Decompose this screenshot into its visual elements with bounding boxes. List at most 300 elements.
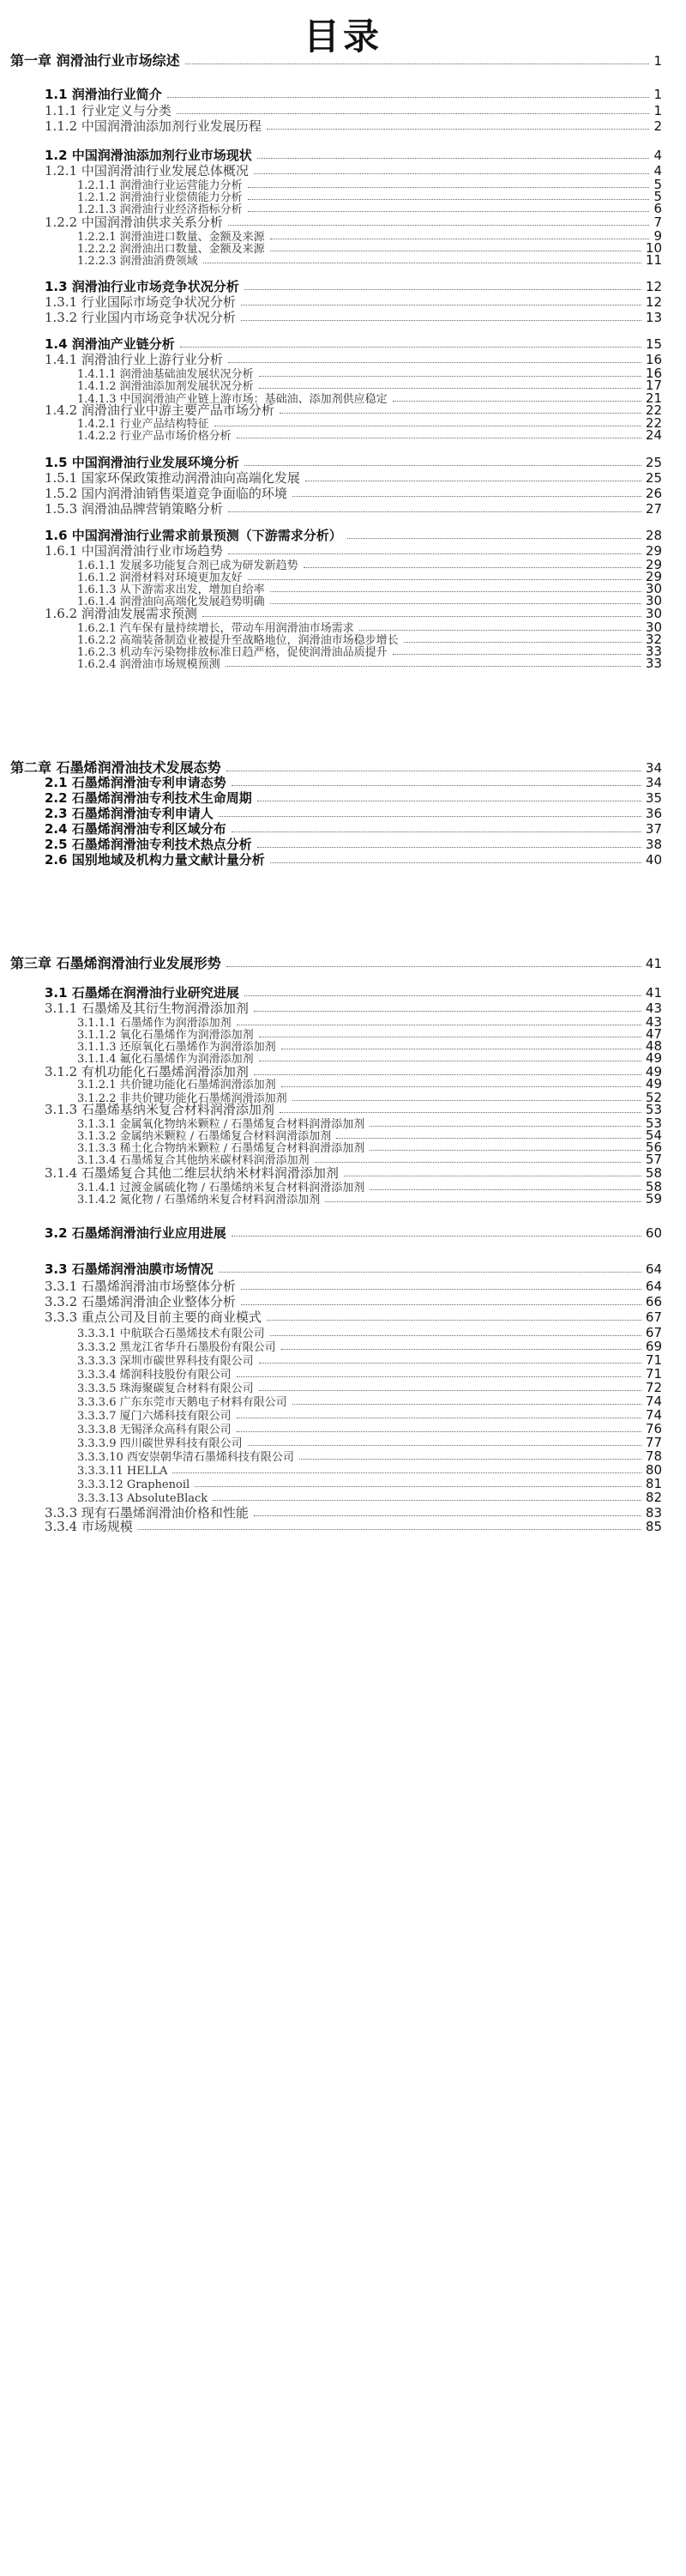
toc-page-number: 30: [645, 581, 662, 596]
dot-leader: [267, 129, 650, 130]
toc-subsubsection-entry[interactable]: [77, 1117, 662, 1130]
toc-subsubsection-entry[interactable]: [77, 1141, 662, 1154]
toc-entry-title: 3.3.3.9 四川碳世界科技有限公司: [77, 1437, 243, 1450]
dot-leader: [195, 1486, 641, 1487]
toc-subsubsection-entry[interactable]: [77, 379, 662, 392]
toc-page-number: 81: [645, 1476, 662, 1491]
toc-entry-title: 3.1.4.2 氮化物 / 石墨烯纳米复合材料润滑添加剂: [77, 1194, 321, 1206]
toc-subsubsection-entry[interactable]: [77, 1395, 662, 1408]
toc-subsubsection-entry[interactable]: [77, 1464, 662, 1477]
toc-subsection-entry[interactable]: [45, 472, 662, 485]
toc-page-number: 67: [645, 1325, 662, 1340]
toc-page-number: 22: [645, 415, 662, 431]
toc-page-number: 30: [645, 593, 662, 608]
dot-leader: [185, 63, 650, 64]
toc-page-number: 12: [645, 279, 662, 294]
toc-subsubsection-entry[interactable]: [77, 1409, 662, 1422]
toc-page-number: 30: [645, 620, 662, 635]
toc-chapter-entry[interactable]: [10, 54, 662, 68]
toc-subsubsection-entry[interactable]: [77, 1040, 662, 1053]
toc-page-number: 35: [645, 790, 662, 806]
toc-page-number: 1: [653, 87, 662, 102]
toc-page-number: 64: [645, 1261, 662, 1277]
toc-subsubsection-entry[interactable]: [77, 559, 662, 571]
dot-leader: [281, 1349, 641, 1350]
toc-entry-title: 3.3.3.4 烯润科技股份有限公司: [77, 1369, 232, 1382]
dot-leader: [228, 511, 641, 512]
toc-entry-title: 1.6.2.3 机动车污染物排放标准日趋严格，促使润滑油品质提升: [77, 646, 388, 659]
toc-page-number: 29: [645, 569, 662, 584]
toc-subsubsection-entry[interactable]: [77, 417, 662, 430]
dot-leader: [228, 553, 641, 554]
toc-entry-title: 1.1.2 中国润滑油添加剂行业发展历程: [45, 118, 262, 134]
dot-leader: [219, 1272, 641, 1273]
toc-entry-title: 3.3.3.6 广东东莞市天鹅电子材料有限公司: [77, 1396, 287, 1409]
dot-leader: [180, 347, 641, 348]
toc-entry-title: 1.6.2.4 润滑油市场规模预测: [77, 658, 220, 671]
toc-page-number: 22: [645, 402, 662, 418]
toc-entry-title: 2.6 国别地域及机构力量文献计量分析: [45, 852, 265, 868]
toc-entry-title: 3.3.3.7 厦门六烯科技有限公司: [77, 1410, 232, 1423]
toc-page-number: 33: [645, 656, 662, 671]
toc-page-number: 49: [645, 1064, 662, 1079]
toc-page-number: 30: [645, 606, 662, 621]
toc-subsubsection-entry[interactable]: [77, 242, 662, 255]
toc-page-number: 72: [645, 1380, 662, 1395]
dot-leader: [336, 1138, 641, 1139]
toc-entry-title: 1.3.1 行业国际市场竞争状况分析: [45, 294, 236, 310]
dot-leader: [259, 376, 641, 377]
toc-entry-title: 1.3.2 行业国内市场竞争状况分析: [45, 310, 236, 325]
toc-subsubsection-entry[interactable]: [77, 230, 662, 243]
dot-leader: [292, 1100, 641, 1101]
toc-page-number: 4: [653, 148, 662, 163]
toc-entry-title: 3.1.1.3 还原氧化石墨烯作为润滑添加剂: [77, 1041, 276, 1054]
toc-page-number: 71: [645, 1352, 662, 1368]
toc-chapter-entry[interactable]: [10, 957, 662, 971]
toc-entry-title: 3.3.3 重点公司及目前主要的商业模式: [45, 1309, 262, 1325]
toc-entry-title: 3.1.1.1 石墨烯作为润滑添加剂: [77, 1017, 232, 1030]
toc-section-entry[interactable]: [45, 457, 662, 469]
dot-leader: [270, 862, 641, 863]
dot-leader: [325, 1201, 641, 1202]
dot-leader: [393, 654, 641, 655]
toc-subsubsection-entry[interactable]: [77, 1153, 662, 1166]
toc-subsubsection-entry[interactable]: [77, 190, 662, 203]
toc-entry-title: 2.2 石墨烯润滑油专利技术生命周期: [45, 790, 252, 806]
toc-section-entry[interactable]: [45, 838, 662, 851]
toc-entry-title: 第一章 润滑油行业市场综述: [10, 52, 180, 69]
toc-page-number: 58: [645, 1179, 662, 1194]
toc-page-number: 76: [645, 1421, 662, 1436]
toc-page-number: 17: [645, 378, 662, 393]
dot-leader: [299, 1459, 641, 1460]
toc-entry-title: 3.3.3.2 黑龙江省华升石墨股份有限公司: [77, 1341, 276, 1354]
toc-subsubsection-entry[interactable]: [77, 571, 662, 584]
dot-leader: [347, 538, 641, 539]
toc-page-number: 43: [645, 1014, 662, 1030]
dot-leader: [254, 1011, 641, 1012]
dot-leader: [219, 816, 641, 817]
dot-leader: [292, 1404, 641, 1405]
toc-entry-title: 3.1.1.2 氧化石墨烯作为润滑添加剂: [77, 1029, 254, 1042]
dot-leader: [226, 966, 641, 967]
toc-page-number: 24: [645, 427, 662, 443]
dot-leader: [259, 1363, 641, 1364]
dot-leader: [404, 642, 641, 643]
toc-entry-title: 3.3 石墨烯润滑油膜市场情况: [45, 1261, 214, 1277]
toc-entry-title: 1.6.1 中国润滑油行业市场趋势: [45, 543, 223, 559]
toc-entry-title: 1.6.2.1 汽车保有量持续增长，带动车用润滑油市场需求: [77, 622, 354, 635]
toc-page-number: 7: [653, 215, 662, 230]
dot-leader: [232, 785, 641, 786]
toc-page-number: 34: [645, 760, 662, 776]
toc-entry-title: 3.2 石墨烯润滑油行业应用进展: [45, 1225, 226, 1241]
toc-entry-title: 1.4.2 润滑油行业中游主要产品市场分析: [45, 402, 274, 418]
toc-entry-title: 1.2.2.2 润滑油出口数量、金额及来源: [77, 243, 265, 256]
dot-leader: [237, 1431, 641, 1432]
toc-page-number: 41: [645, 956, 662, 971]
dot-leader: [304, 567, 641, 568]
dot-leader: [370, 1126, 641, 1127]
toc-page-number: 74: [645, 1407, 662, 1423]
toc-subsection-entry[interactable]: [45, 1104, 662, 1116]
toc-subsection-entry[interactable]: [45, 165, 662, 178]
toc-page-number: 52: [645, 1090, 662, 1105]
toc-section-entry[interactable]: [45, 823, 662, 836]
toc-page-number: 5: [653, 189, 662, 204]
toc-entry-title: 3.1.4.1 过渡金属硫化物 / 石墨烯纳米复合材料润滑添加剂: [77, 1182, 365, 1194]
toc-section-entry[interactable]: [45, 1227, 662, 1240]
dot-leader: [167, 97, 650, 98]
dot-leader: [248, 199, 650, 200]
dot-leader: [226, 666, 641, 667]
toc-subsubsection-entry[interactable]: [77, 1491, 662, 1504]
toc-section-entry[interactable]: [45, 529, 662, 542]
toc-subsubsection-entry[interactable]: [77, 1078, 662, 1091]
toc-subsubsection-entry[interactable]: [77, 1478, 662, 1491]
dot-leader: [138, 1529, 641, 1530]
toc-entry-title: 3.1.3.2 金属纳米颗粒 / 石墨烯复合材料润滑添加剂: [77, 1130, 332, 1143]
toc-page-number: 53: [645, 1102, 662, 1117]
toc-chapter-entry[interactable]: [10, 761, 662, 775]
toc-page-number: 83: [645, 1505, 662, 1521]
toc-entry-title: 1.2.1 中国润滑油行业发展总体概况: [45, 163, 249, 178]
toc-subsubsection-entry[interactable]: [77, 254, 662, 267]
toc-entry-title: 1.6.1.3 从下游需求出发，增加自给率: [77, 584, 265, 596]
toc-entry-title: 1.6.1.1 发展多功能复合剂已成为研发新趋势: [77, 559, 298, 572]
toc-page-number: 71: [645, 1366, 662, 1382]
toc-page-number: 26: [645, 486, 662, 501]
toc-subsection-entry[interactable]: [45, 1002, 662, 1015]
toc-subsection-entry[interactable]: [45, 545, 662, 558]
toc-section-entry[interactable]: [45, 987, 662, 1000]
toc-entry-title: 3.1 石墨烯在润滑油行业研究进展: [45, 985, 239, 1001]
dot-leader: [370, 1189, 641, 1190]
toc-subsubsection-entry[interactable]: [77, 1340, 662, 1353]
toc-subsection-entry[interactable]: [45, 1521, 662, 1533]
toc-page-number: 33: [645, 644, 662, 659]
toc-page-number: 25: [645, 470, 662, 486]
toc-page-number: 43: [645, 1001, 662, 1016]
toc-entry-title: 3.3.2 石墨烯润滑油企业整体分析: [45, 1294, 236, 1309]
dot-leader: [244, 995, 641, 996]
toc-entry-title: 1.4.1.1 润滑油基础油发展状况分析: [77, 368, 254, 381]
toc-entry-title: 1.6.1.2 润滑材料对环境更加友好: [77, 571, 243, 584]
dot-leader: [292, 496, 641, 497]
toc-entry-title: 1.2.2.3 润滑油消费领域: [77, 255, 198, 268]
toc-page-number: 85: [645, 1519, 662, 1534]
toc-page-number: 29: [645, 557, 662, 572]
dot-leader: [257, 847, 641, 848]
toc-entry-title: 1.1 润滑油行业简介: [45, 87, 162, 102]
toc-page-number: 21: [645, 390, 662, 406]
toc-page-number: 48: [645, 1038, 662, 1054]
toc-page-number: 67: [645, 1309, 662, 1325]
dot-leader: [359, 630, 641, 631]
toc-subsection-entry[interactable]: [45, 354, 662, 366]
toc-entry-title: 3.3.3.12 Graphenoil: [77, 1478, 190, 1491]
toc-page-number: 6: [653, 201, 662, 216]
toc-page-number: 25: [645, 455, 662, 470]
toc-entry-title: 3.1.3.3 稀土化合物纳米颗粒 / 石墨烯复合材料润滑添加剂: [77, 1142, 365, 1155]
toc-entry-title: 1.5.2 国内润滑油销售渠道竞争面临的环境: [45, 486, 287, 501]
toc-entry-title: 1.6.2.2 高端装备制造业被提升至战略地位，润滑油市场稳步增长: [77, 634, 399, 647]
toc-section-entry[interactable]: [45, 792, 662, 805]
dot-leader: [228, 225, 650, 226]
toc-subsubsection-entry[interactable]: [77, 1423, 662, 1436]
toc-section-entry[interactable]: [45, 88, 662, 101]
toc-page-number: 15: [645, 336, 662, 352]
toc-page-number: 12: [645, 294, 662, 310]
toc-page-number: 69: [645, 1339, 662, 1354]
toc-subsection-entry[interactable]: [45, 487, 662, 500]
toc-section-entry[interactable]: [45, 1263, 662, 1276]
toc-subsubsection-entry[interactable]: [77, 1382, 662, 1394]
dot-leader: [232, 831, 641, 832]
toc-page-number: 5: [653, 177, 662, 192]
toc-subsubsection-entry[interactable]: [77, 1129, 662, 1142]
toc-entry-title: 2.3 石墨烯润滑油专利申请人: [45, 806, 214, 821]
dot-leader: [267, 1320, 641, 1321]
toc-entry-title: 1.2.1.2 润滑油行业偿债能力分析: [77, 191, 243, 204]
toc-entry-title: 1.6 中国润滑油行业需求前景预测（下游需求分析）: [45, 528, 342, 543]
dot-leader: [241, 1304, 641, 1305]
toc-entry-title: 3.3.3.3 深圳市碳世界科技有限公司: [77, 1355, 254, 1368]
dot-leader: [370, 1150, 641, 1151]
toc-page-number: 2: [653, 118, 662, 134]
dot-leader: [254, 173, 650, 174]
dot-leader: [248, 1445, 641, 1446]
toc-entry-title: 1.1.1 行业定义与分类: [45, 103, 172, 118]
toc-entry-title: 1.5.3 润滑油品牌营销策略分析: [45, 501, 223, 517]
toc-subsubsection-entry[interactable]: [77, 1368, 662, 1381]
toc-subsection-entry[interactable]: [45, 1296, 662, 1309]
toc-entry-title: 1.4.1.3 中国润滑油产业链上游市场：基础油、添加剂供应稳定: [77, 393, 388, 406]
toc-entry-title: 第二章 石墨烯润滑油技术发展态势: [10, 759, 221, 776]
toc-subsubsection-entry[interactable]: [77, 1436, 662, 1449]
dot-leader: [241, 1289, 641, 1290]
toc-section-entry[interactable]: [45, 854, 662, 867]
toc-entry-title: 1.2.2.1 润滑油进口数量、金额及来源: [77, 231, 265, 244]
toc-subsection-entry[interactable]: [45, 1066, 662, 1079]
toc-subsubsection-entry[interactable]: [77, 203, 662, 215]
toc-page-number: 34: [645, 775, 662, 790]
toc-entry-title: 3.3.3.13 AbsoluteBlack: [77, 1492, 208, 1505]
toc-entry-title: 3.1.2 有机功能化石墨烯润滑添加剂: [45, 1064, 249, 1079]
toc-entry-title: 3.1.1.4 氟化石墨烯作为润滑添加剂: [77, 1053, 254, 1066]
toc-entry-title: 2.5 石墨烯润滑油专利技术热点分析: [45, 837, 252, 852]
toc-section-entry[interactable]: [45, 281, 662, 293]
toc-subsubsection-entry[interactable]: [77, 1016, 662, 1029]
toc-subsection-entry[interactable]: [45, 1311, 662, 1324]
dot-leader: [248, 187, 650, 188]
toc-page-number: 74: [645, 1394, 662, 1409]
toc-entry-title: 3.1.3 石墨烯基纳米复合材料润滑添加剂: [45, 1102, 274, 1117]
toc-page-number: 38: [645, 837, 662, 852]
toc-subsubsection-entry[interactable]: [77, 1354, 662, 1367]
toc-entry-title: 第三章 石墨烯润滑油行业发展形势: [10, 955, 221, 971]
dot-leader: [315, 1162, 641, 1163]
toc-entry-title: 1.3 润滑油行业市场竞争状况分析: [45, 279, 239, 294]
dot-leader: [213, 1500, 641, 1501]
toc-entry-title: 1.5 中国润滑油行业发展环境分析: [45, 455, 239, 470]
toc-subsection-entry[interactable]: [45, 1280, 662, 1293]
toc-page-number: 9: [653, 228, 662, 244]
toc-page-number: 1: [653, 103, 662, 118]
toc-entry-title: 3.3.3.10 西安崇朝华清石墨烯科技有限公司: [77, 1451, 294, 1464]
dot-leader: [237, 1376, 641, 1377]
toc-subsubsection-entry[interactable]: [77, 657, 662, 670]
dot-leader: [254, 1074, 641, 1075]
dot-leader: [254, 1515, 641, 1516]
toc-subsection-entry[interactable]: [45, 105, 662, 118]
page-title: 目录: [303, 15, 382, 57]
dot-leader: [172, 1472, 641, 1473]
toc-subsubsection-entry[interactable]: [77, 645, 662, 658]
toc-page-number: 59: [645, 1191, 662, 1206]
dot-leader: [280, 413, 641, 414]
toc-page-number: 29: [645, 543, 662, 559]
toc-section-entry[interactable]: [45, 338, 662, 351]
toc-section-entry[interactable]: [45, 807, 662, 820]
toc-section-entry[interactable]: [45, 777, 662, 789]
toc-entry-title: 1.4.1 润滑油行业上游行业分析: [45, 352, 223, 367]
toc-page-number: 4: [653, 163, 662, 178]
toc-subsection-entry[interactable]: [45, 311, 662, 324]
toc-page-number: 80: [645, 1462, 662, 1478]
toc-page-number: 16: [645, 366, 662, 381]
toc-page-number: 54: [645, 1128, 662, 1143]
toc-entry-title: 3.3.3.5 珠海聚碳复合材料有限公司: [77, 1382, 254, 1395]
toc-entry-title: 3.1.1 石墨烯及其衍生物润滑添加剂: [45, 1001, 249, 1016]
toc-page-number: 66: [645, 1294, 662, 1309]
toc-entry-title: 3.1.3.1 金属氧化物纳米颗粒 / 石墨烯复合材料润滑添加剂: [77, 1118, 365, 1131]
toc-page-number: 60: [645, 1225, 662, 1241]
dot-leader: [248, 211, 650, 212]
toc-entry-title: 3.1.2.2 非共价键功能化石墨烯润滑添加剂: [77, 1092, 287, 1105]
dot-leader: [270, 603, 641, 604]
toc-page-number: 28: [645, 528, 662, 543]
dot-leader: [244, 289, 641, 290]
toc-entry-title: 3.3.3.8 无锡泽众高科有限公司: [77, 1424, 232, 1436]
toc-subsubsection-entry[interactable]: [77, 633, 662, 646]
dot-leader: [259, 388, 641, 389]
dot-leader: [393, 401, 641, 402]
toc-page-number: 32: [645, 632, 662, 647]
toc-subsubsection-entry[interactable]: [77, 1327, 662, 1339]
toc-page-number: 27: [645, 501, 662, 517]
toc-page-number: 77: [645, 1435, 662, 1450]
toc-subsubsection-entry[interactable]: [77, 1450, 662, 1463]
toc-subsection-entry[interactable]: [45, 1167, 662, 1180]
toc-section-entry[interactable]: [45, 149, 662, 162]
toc-entry-title: 3.3.4 市场规模: [45, 1519, 133, 1534]
toc-subsection-entry[interactable]: [45, 503, 662, 516]
toc-subsubsection-entry[interactable]: [77, 429, 662, 442]
toc-page-number: 40: [645, 852, 662, 868]
dot-leader: [280, 1112, 641, 1113]
toc-page-number: 11: [645, 252, 662, 268]
toc-subsubsection-entry[interactable]: [77, 621, 662, 634]
toc-entry-title: 3.1.4 石墨烯复合其他二维层状纳米材料润滑添加剂: [45, 1165, 339, 1181]
toc-entry-title: 3.1.3.4 石墨烯复合其他纳米碳材料润滑添加剂: [77, 1154, 310, 1167]
toc-subsubsection-entry[interactable]: [77, 367, 662, 380]
toc-page-number: 13: [645, 310, 662, 325]
toc-subsubsection-entry[interactable]: [77, 1181, 662, 1194]
toc-page-number: 57: [645, 1152, 662, 1167]
toc-subsubsection-entry[interactable]: [77, 1052, 662, 1065]
toc-subsection-entry[interactable]: [45, 296, 662, 309]
toc-entry-title: 1.4.2.1 行业产品结构特征: [77, 418, 209, 431]
dot-leader: [270, 591, 641, 592]
toc-page-number: 49: [645, 1076, 662, 1091]
toc-page-number: 10: [645, 240, 662, 256]
toc-entry-title: 1.6.1.4 润滑油向高端化发展趋势明确: [77, 596, 265, 608]
toc-page-number: 56: [645, 1140, 662, 1155]
dot-leader: [232, 1236, 641, 1237]
toc-page-number: 64: [645, 1279, 662, 1294]
dot-leader: [228, 362, 641, 363]
toc-entry-title: 3.1.2.1 共价键功能化石墨烯润滑添加剂: [77, 1079, 276, 1091]
toc-entry-title: 3.3.3.1 中航联合石墨烯技术有限公司: [77, 1327, 265, 1340]
toc-subsection-entry[interactable]: [45, 608, 662, 620]
toc-subsubsection-entry[interactable]: [77, 583, 662, 596]
toc-subsubsection-entry[interactable]: [77, 1028, 662, 1041]
toc-entry-title: 1.4.1.2 润滑油添加剂发展状况分析: [77, 380, 254, 393]
dot-leader: [177, 113, 650, 114]
toc-entry-title: 1.2.1.3 润滑油行业经济指标分析: [77, 203, 243, 216]
dot-leader: [281, 1086, 641, 1087]
toc-subsection-entry[interactable]: [45, 120, 662, 133]
toc-entry-title: 1.4 润滑油产业链分析: [45, 336, 175, 352]
toc-subsection-entry[interactable]: [45, 216, 662, 229]
toc-subsubsection-entry[interactable]: [77, 1193, 662, 1206]
toc-subsubsection-entry[interactable]: [77, 178, 662, 191]
toc-entry-title: 1.6.2 润滑油发展需求预测: [45, 606, 197, 621]
dot-leader: [241, 320, 641, 321]
toc-entry-title: 3.3.3.11 HELLA: [77, 1465, 168, 1478]
toc-entry-title: 1.2 中国润滑油添加剂行业市场现状: [45, 148, 252, 163]
toc-page-number: 78: [645, 1448, 662, 1464]
toc-entry-title: 2.1 石墨烯润滑油专利申请态势: [45, 775, 226, 790]
dot-leader: [259, 1390, 641, 1391]
toc-subsection-entry[interactable]: [45, 404, 662, 417]
dot-leader: [202, 616, 641, 617]
toc-subsection-entry[interactable]: [45, 1507, 662, 1520]
toc-page-number: 47: [645, 1026, 662, 1042]
toc-page-number: 58: [645, 1165, 662, 1181]
